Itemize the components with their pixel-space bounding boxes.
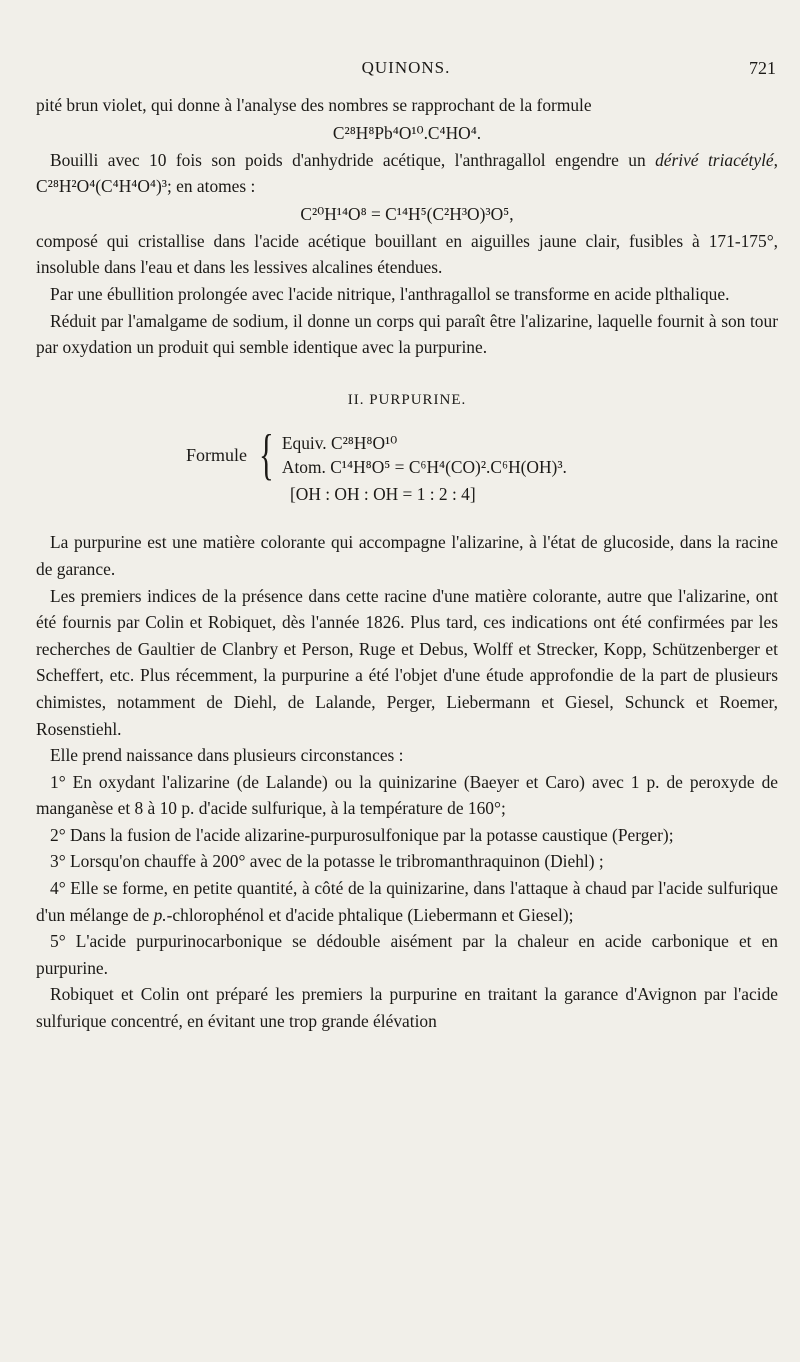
page-text [36, 92, 778, 1035]
paragraph-nitric: Par une ébullition prolongée avec l'acide nitrique, l'anthragallol se transforme en acide plthalique. [50, 283, 730, 304]
page-header [36, 58, 776, 92]
formula-lines [282, 431, 567, 479]
purpurine-formula [186, 424, 778, 487]
brace-symbol: { [259, 424, 274, 487]
list-item-2: 2° Dans la fusion de l'acide alizarine-purpurosulfonique par la potasse caustique (Perger); [50, 824, 674, 845]
paragraph-preparation: Robiquet et Colin ont préparé les premiers la purpurine en traitant la garance d'Avignon par l'acide sulfurique concentré, en évitant une trop grande élévation [36, 984, 778, 1032]
formula-label: Formule [186, 445, 247, 466]
paragraph-triacetyl: Bouilli avec 10 fois son poids d'anhydride acétique, l'anthragallol engendre un dérivé triacétylé, C²⁸H²O⁴(C⁴H⁴O⁴)³; en atomes : [36, 149, 778, 197]
list-item-4: 4° Elle se forme, en petite quantité, à côté de la quinizarine, dans l'attaque à chaud par l'acide sulfurique d'un mélange de p.-chlorophénol et d'acide phtalique (Liebermann et Giesel); [36, 878, 778, 925]
formula-atom: Atom. C¹⁴H⁸O⁵ = C⁶H⁴(CO)².C⁶H(OH)³. [281, 457, 567, 478]
paragraph-precipitate: pité brun violet, qui donne à l'analyse des nombres se rapprochant de la formule [36, 95, 592, 115]
paragraph-history: Les premiers indices de la présence dans cette racine d'une matière colorante, autre que l'alizarine, ont été fournis par Colin et Robiquet, dès l'année 1826. Plus tard, ces indications ont été confirmées par les recherches de Gaultier de Clanbry et Person, Ruge et Debus, Wolff et Strecker, Kopp, Schützenberger et Scheffert, etc. Plus récemment, la purpurine a été l'objet d'une étude approfondie de la part de plusieurs chimistes, notamment de Diehl, de Lalande, Perger, Liebermann et Giesel, Schunck et Roemer, Rosenstiehl. [36, 585, 778, 739]
triacetyl-term: dérivé triacétylé [655, 149, 774, 170]
formula-lead-salt: C²⁸H⁸Pb⁴O¹⁰.C⁴HO⁴. [332, 122, 482, 143]
paragraph-crystallization: composé qui cristallise dans l'acide acétique bouillant en aiguilles jaune clair, fusibles à 171-175°, insoluble dans l'eau et dans les lessives alcalines étendues. [36, 230, 778, 278]
list-item-1: 1° En oxydant l'alizarine (de Lalande) ou la quinizarine (Baeyer et Caro) avec 1 p. de peroxyde de manganèse et 8 à 10 p. d'acide sulfurique, à la température de 160°; [36, 771, 778, 819]
list-item-3: 3° Lorsqu'on chauffe à 200° avec de la potasse le tribromanthraquinon (Diehl) ; [50, 851, 604, 872]
paragraph-reduction: Réduit par l'amalgame de sodium, il donne un corps qui paraît être l'alizarine, laquelle fournit à son tour par oxydation un produit qui semble identique avec la purpurine. [36, 310, 778, 358]
formula-triacetyl: C²⁰H¹⁴O⁸ = C¹⁴H⁵(C²H³O)³O⁵, [300, 203, 514, 224]
running-title: QUINONS. [361, 58, 451, 77]
hydroxyl-positions: [OH : OH : OH = 1 : 2 : 4] [290, 484, 476, 505]
page-number: 721 [749, 58, 776, 78]
formula-equiv: Equiv. C²⁸H⁸O¹⁰ [281, 433, 398, 454]
section-title: II. PURPURINE. [347, 391, 467, 408]
paragraph-formation: Elle prend naissance dans plusieurs circonstances : [50, 745, 404, 766]
list-item-5: 5° L'acide purpurinocarbonique se dédouble aisément par la chaleur en acide carbonique et en purpurine. [36, 931, 778, 978]
paragraph-purpurine-intro: La purpurine est une matière colorante qui accompagne l'alizarine, à l'état de glucoside, dans la racine de garance. [36, 532, 778, 579]
